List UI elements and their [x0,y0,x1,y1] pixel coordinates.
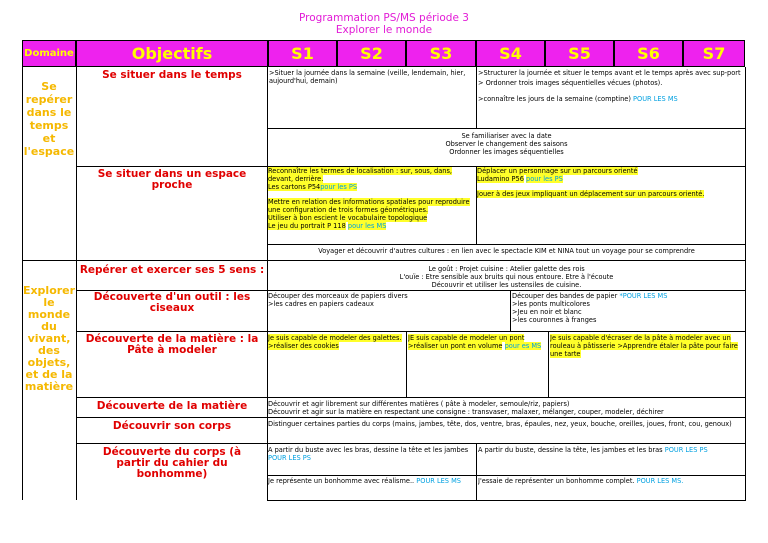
grid-line [76,397,746,398]
objective-matiere: Découverte de la matière [96,400,248,412]
objective-corps: Découvrir son corps [112,420,232,432]
cell-espace-s4: Déplacer un personnage sur un parcours orienté Ludamino P56 pour les PS Jouer à des jeux impliquant un déplacement sur un parcours orienté. [477,167,705,198]
header-s4: S4 [476,40,545,67]
cell-voyage: Voyager et découvrir d'autres cultures : en lien avec le spectacle KIM et NINA tout un voyage pour se comprendre [318,247,695,255]
cell-bonhomme-s4-ms: J'essaie de représenter un bonhomme complet. POUR LES MS. [478,477,684,485]
cell-sens: Le goût : Projet cuisine : Atelier galette des rois L'ouïe : Etre sensible aux bruits qui nous entoure. Etre à l'écoute Découvrir et utiliser les ustensiles de cuisine. [399,265,614,289]
header-objectifs: Objectifs [76,40,268,67]
grid-line [476,443,477,500]
domain-temps-espace: Se repérer dans le temps et l'espace [23,80,75,158]
grid-line [548,331,549,397]
cell-pate-s3: JE suis capable de modeler un pont >réaliser un pont en volume pour es MS [408,334,542,350]
objective-ciseaux: Découverte d'un outil : les ciseaux [93,291,251,314]
cell-bonhomme-s1-ps: A partir du buste avec les bras, dessine la tête et les jambes POUR LES PS [268,446,469,462]
grid-line [267,500,746,501]
grid-line [22,260,746,261]
objective-temps: Se situer dans le temps [102,69,242,81]
cell-ciseaux-s1: Découper des morceaux de papiers divers >les cadres en papiers cadeaux [268,292,408,308]
cell-matiere: Découvrir et agir librement sur différentes matières ( pâte à modeler, semoule/riz, papiers) Découvrir et agir sur la matière en respectant une consigne : transvaser, malaxer, mélanger, couper, modeler, déchirer [268,400,664,416]
page-title: Programmation PS/MS période 3 [299,12,469,24]
cell-bonhomme-s1-ms: Je représente un bonhomme avec réalisme.. POUR LES MS [268,477,461,485]
cell-pate-s1: Je suis capable de modeler des galettes. >réaliser des cookies [268,334,402,350]
header-s7: S7 [683,40,745,67]
cell-temps-all: Se familiariser avec la date Observer le changement des saisons Ordonner les images séquentielles [445,132,568,156]
grid-line [267,475,746,476]
objective-bonhomme: Découverte du corps (à partir du cahier du bonhomme) [102,446,242,480]
header-s5: S5 [545,40,614,67]
header-s3: S3 [406,40,476,67]
grid-line [76,67,77,500]
objective-sens: Repérer et exercer ses 5 sens : [79,264,265,276]
grid-line [76,331,746,332]
grid-line [406,331,407,397]
domain-explorer-monde: Explorer le monde du vivant, des objets, et de la matière [22,284,76,393]
cell-temps-s1: >Situer la journée dans la semaine (veille, lendemain, hier, aujourd'hui, demain) [269,69,466,85]
grid-line [76,443,746,444]
cell-bonhomme-s4-ps: A partir du buste, dessine la tête, les jambes et les bras POUR LES PS [478,446,708,454]
objective-espace: Se situer dans un espace proche [97,168,247,191]
cell-espace-s1: Reconnaître les termes de localisation : sur, sous, dans, devant, derrière. Les cartons P54pour les PS Mettre en relation des informations spatiales pour reproduire une configuration de trois formes géométriques. Utiliser à bon escient le vocabulaire topologique Le jeu du portrait P 118 pour les MS [268,167,470,230]
cell-temps-s4: >Structurer la journée et situer le temps avant et le temps après avec sup-port > Ordonner trois images séquentielles vécues (photos). >connaître les jours de la semaine (comptine) POUR LES MS [478,69,741,103]
cell-ciseaux-s4: Découper des bandes de papier *POUR LES MS >les ponts multicolores >Jeu en noir et blanc >les couronnes à franges [512,292,668,324]
grid-line [745,67,746,500]
grid-line [267,244,746,245]
header-domaine: Domaine [22,40,76,67]
page-subtitle: Explorer le monde [335,24,433,36]
header-s1: S1 [268,40,337,67]
header-s2: S2 [337,40,406,67]
grid-line [510,290,511,331]
objective-pate: Découverte de la matière : la Pâte à modeler [85,333,259,356]
header-s6: S6 [614,40,683,67]
cell-pate-s5: Je suis capable d'écraser de la pâte à modeler avec un rouleau à pâtisserie >Apprendre étaler la pâte pour faire une tarte [550,334,738,358]
grid-line [476,67,477,128]
cell-corps: Distinguer certaines parties du corps (mains, jambes, tête, dos, ventre, bras, épaules, nez, yeux, bouche, oreilles, joues, front, cou, genoux) [268,420,732,428]
grid-line [267,128,746,129]
grid-line [76,417,746,418]
